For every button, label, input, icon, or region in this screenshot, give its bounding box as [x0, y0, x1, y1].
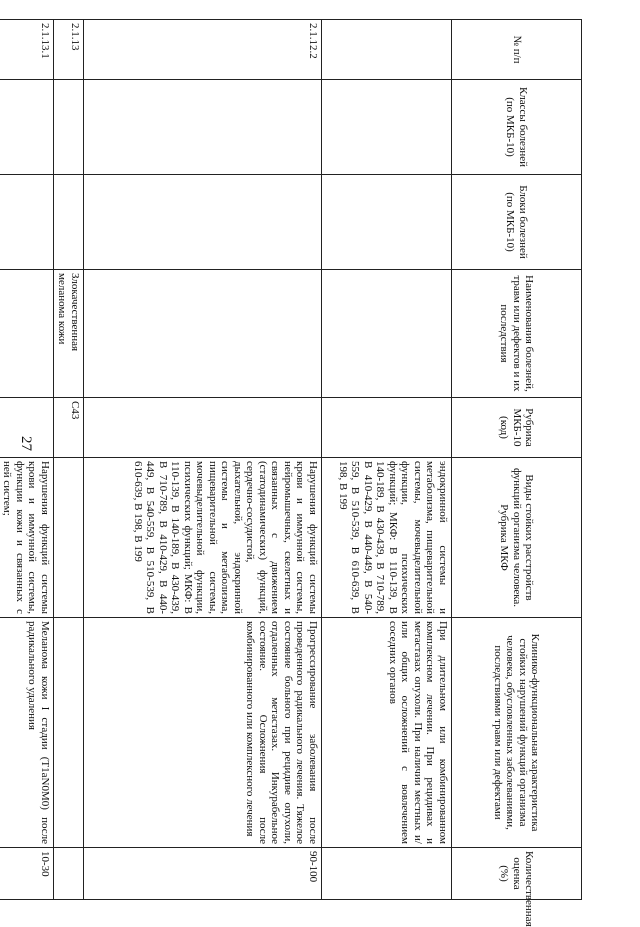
cell-num: 2.1.13: [54, 20, 84, 80]
cell-code: [322, 398, 452, 458]
cell-blocks: [54, 175, 84, 270]
header-percent: Количественная оценка (%): [452, 848, 582, 900]
cell-num: 2.1.13.1: [0, 20, 54, 80]
cell-characteristics: [54, 618, 84, 848]
cell-characteristics: При длительном или комбинированном комплексном лечении. При рецидивах и метастазах опухоли. При наличии местных и/или общих осложнений с вовлечением соседних органов: [322, 618, 452, 848]
cell-classes: [84, 80, 322, 175]
cell-percent: 10-30: [0, 848, 54, 900]
cell-percent: [322, 848, 452, 900]
cell-code: [84, 398, 322, 458]
cell-percent: 90-100: [84, 848, 322, 900]
disability-criteria-table: [0, 19, 582, 927]
header-code: Рубрика МКБ-10 (код): [452, 398, 582, 458]
header-names: Наименования болезней, травм или дефектов и их последствия: [452, 270, 582, 398]
cell-impairments: Нарушения функций системы крови и иммунной системы, функции кожи и связанных с ней систем;: [0, 458, 54, 618]
cell-blocks: [322, 175, 452, 270]
table-row: [0, 20, 54, 900]
cell-classes: [54, 80, 84, 175]
cell-names: [322, 270, 452, 398]
cell-impairments: [54, 458, 84, 618]
header-row: [452, 20, 582, 900]
cell-percent: [54, 848, 84, 900]
table-row: [54, 20, 84, 900]
header-classes: Классы болезней (по МКБ-10): [452, 80, 582, 175]
cell-impairments: Нарушения функций системы крови и иммунной системы, нейромышечных, скелетных и связанных с движением (статодинамических) функций, сердечно-сосудистой, дыхательной, эндокринной системы и метаболизма, пищеварительной системы, мочевыделительной функции, психических функций; МКФ: B 110-139, B 140-189, B 430-439, B 710-789, B 410-429, B 440-449, B 540-559, B 510-539, B 610-639, B 198, B 199: [84, 458, 322, 618]
cell-code: [0, 398, 54, 458]
cell-characteristics: Прогрессирование заболевания после проведенного радикального лечения. Тяжелое состояние больного при рецидиве опухоли, отдаленных метастазах. Инкурабельное состояние. Осложнения после комбинированного или комплексного лечения: [84, 618, 322, 848]
cell-code: C43: [54, 398, 84, 458]
cell-names: Злокачественная меланома кожи: [54, 270, 84, 398]
header-blocks: Блоки болезней (по МКБ-10): [452, 175, 582, 270]
cell-names: [84, 270, 322, 398]
cell-num: [322, 20, 452, 80]
cell-blocks: [0, 175, 54, 270]
rotated-page: [1, 19, 582, 927]
cell-num: 2.1.12.2: [84, 20, 322, 80]
table-row: [322, 20, 452, 900]
table-row: [84, 20, 322, 900]
cell-characteristics: Меланома кожи I стадии (T1aN0M0) после радикального удаления: [0, 618, 54, 848]
header-impairments: Виды стойких расстройств функций организма человека. Рубрика МКФ: [452, 458, 582, 618]
cell-names: [0, 270, 54, 398]
cell-classes: [322, 80, 452, 175]
header-characteristics: Клинико-функциональная характеристика стойких нарушений функций организма человека, обусловленных заболеваниями, последствиями травм или дефектами: [452, 618, 582, 848]
cell-impairments: эндокринной системы и метаболизма, пищеварительной системы, мочевыделительной функции, психических функций; МКФ: B 110-139, B 140-189, B 430-439, B 710-789, B 410-429, B 440-449, B 540-559, B 510-539, B 610-639, B 198, B 199: [322, 458, 452, 618]
page-number: 27: [18, 436, 34, 451]
cell-blocks: [84, 175, 322, 270]
header-num: № п/п: [452, 20, 582, 80]
cell-classes: [0, 80, 54, 175]
